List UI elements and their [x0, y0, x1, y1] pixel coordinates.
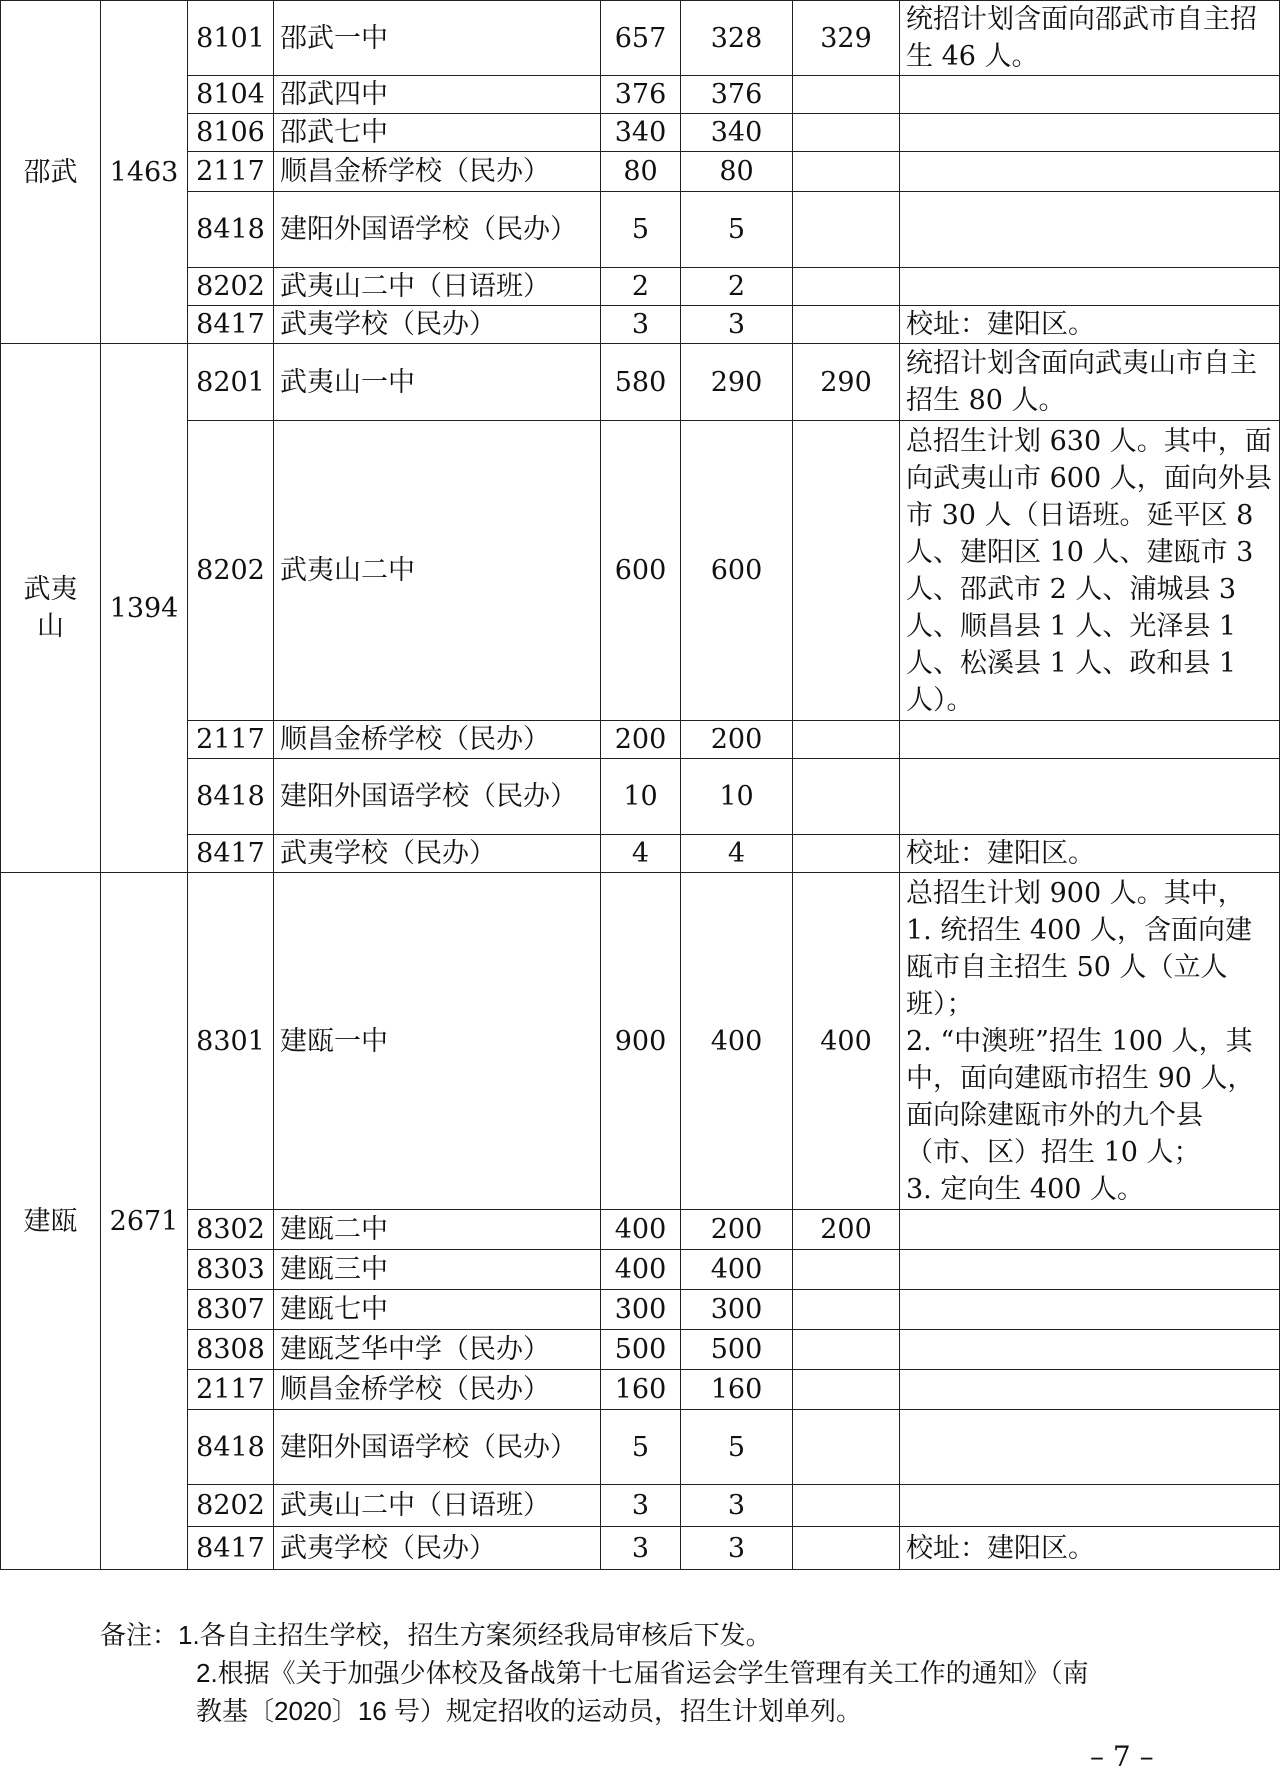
- self-count: [793, 1370, 900, 1410]
- self-count: [793, 1485, 900, 1527]
- plan-count: 900: [601, 873, 681, 1210]
- remark: [900, 1410, 1280, 1485]
- school-code: 8202: [188, 421, 274, 721]
- unified-count: 3: [681, 1485, 793, 1527]
- school-name: 武夷山二中（日语班）: [274, 268, 601, 306]
- unified-count: 200: [681, 721, 793, 759]
- table-row: [1, 76, 1280, 114]
- school-code: 8202: [188, 268, 274, 306]
- plan-count: 160: [601, 1370, 681, 1410]
- school-name: 顺昌金桥学校（民办）: [274, 152, 601, 192]
- self-count: [793, 1330, 900, 1370]
- unified-count: 400: [681, 873, 793, 1210]
- remark: [900, 76, 1280, 114]
- plan-count: 5: [601, 1410, 681, 1485]
- school-code: 8308: [188, 1330, 274, 1370]
- table-row: [1, 1370, 1280, 1410]
- school-name: 邵武七中: [274, 114, 601, 152]
- school-code: 2117: [188, 721, 274, 759]
- table-row: [1, 1, 1280, 76]
- unified-count: 500: [681, 1330, 793, 1370]
- school-code: 8202: [188, 1485, 274, 1527]
- school-code: 8104: [188, 76, 274, 114]
- remark: [900, 268, 1280, 306]
- region-total-cell: 1394: [101, 344, 188, 873]
- school-name: 武夷学校（民办）: [274, 306, 601, 344]
- remark: [900, 114, 1280, 152]
- school-code: 8303: [188, 1250, 274, 1290]
- table-row: [1, 835, 1280, 873]
- self-count: 200: [793, 1210, 900, 1250]
- school-code: 2117: [188, 1370, 274, 1410]
- school-code: 8418: [188, 1410, 274, 1485]
- school-code: 8418: [188, 759, 274, 835]
- self-count: [793, 835, 900, 873]
- plan-count: 200: [601, 721, 681, 759]
- self-count: 329: [793, 1, 900, 76]
- school-name: 建瓯三中: [274, 1250, 601, 1290]
- remark: [900, 721, 1280, 759]
- school-name: 建瓯二中: [274, 1210, 601, 1250]
- region-cell: 建瓯: [1, 873, 101, 1570]
- table-row: [1, 721, 1280, 759]
- self-count: [793, 192, 900, 268]
- school-name: 顺昌金桥学校（民办）: [274, 1370, 601, 1410]
- self-count: [793, 268, 900, 306]
- region-cell: 武夷山: [1, 344, 101, 873]
- school-name: 邵武一中: [274, 1, 601, 76]
- school-name: 建瓯一中: [274, 873, 601, 1210]
- table-row: [1, 268, 1280, 306]
- remark-line: 总招生计划 900 人。其中，: [906, 877, 1245, 909]
- school-name: 武夷学校（民办）: [274, 1527, 601, 1570]
- plan-count: 3: [601, 306, 681, 344]
- table-row: [1, 114, 1280, 152]
- school-code: 8301: [188, 873, 274, 1210]
- self-count: [793, 1290, 900, 1330]
- remark-line: 3. 定向生 400 人。: [906, 1173, 1145, 1205]
- unified-count: 3: [681, 306, 793, 344]
- remark: 校址：建阳区。: [900, 835, 1280, 873]
- self-count: 290: [793, 344, 900, 421]
- footnote-line-3: 教基〔2020〕16 号）规定招收的运动员，招生计划单列。: [196, 1696, 862, 1726]
- unified-count: 4: [681, 835, 793, 873]
- table-row: [1, 1485, 1280, 1527]
- remark: [900, 1290, 1280, 1330]
- self-count: 400: [793, 873, 900, 1210]
- school-code: 8418: [188, 192, 274, 268]
- self-count: [793, 759, 900, 835]
- remark: [900, 1370, 1280, 1410]
- unified-count: 5: [681, 1410, 793, 1485]
- remark-line: 1. 统招生 400 人，含面向建瓯市自主招生 50 人（立人班）；: [906, 914, 1253, 1020]
- unified-count: 600: [681, 421, 793, 721]
- table-row: [1, 344, 1280, 421]
- school-name: 建阳外国语学校（民办）: [274, 759, 601, 835]
- region-total-cell: 1463: [101, 1, 188, 344]
- remark: [900, 1250, 1280, 1290]
- unified-count: 290: [681, 344, 793, 421]
- unified-count: 2: [681, 268, 793, 306]
- unified-count: 328: [681, 1, 793, 76]
- plan-count: 657: [601, 1, 681, 76]
- remark: [900, 1330, 1280, 1370]
- self-count: [793, 152, 900, 192]
- plan-count: 400: [601, 1250, 681, 1290]
- remark: [900, 1485, 1280, 1527]
- school-code: 8417: [188, 1527, 274, 1570]
- school-code: 8302: [188, 1210, 274, 1250]
- school-name: 邵武四中: [274, 76, 601, 114]
- remark: 统招计划含面向邵武市自主招生 46 人。: [900, 1, 1280, 76]
- table-row: [1, 1250, 1280, 1290]
- self-count: [793, 306, 900, 344]
- school-code: 2117: [188, 152, 274, 192]
- plan-count: 340: [601, 114, 681, 152]
- school-code: 8307: [188, 1290, 274, 1330]
- self-count: [793, 114, 900, 152]
- school-name: 武夷山一中: [274, 344, 601, 421]
- school-name: 武夷学校（民办）: [274, 835, 601, 873]
- table-row: [1, 1410, 1280, 1485]
- table-row: [1, 1210, 1280, 1250]
- table-row: [1, 152, 1280, 192]
- remark: [900, 152, 1280, 192]
- remark: [900, 1210, 1280, 1250]
- plan-count: 376: [601, 76, 681, 114]
- self-count: [793, 76, 900, 114]
- plan-count: 2: [601, 268, 681, 306]
- self-count: [793, 1527, 900, 1570]
- unified-count: 300: [681, 1290, 793, 1330]
- table-row: [1, 1527, 1280, 1570]
- footnote-line-2: 2.根据《关于加强少体校及备战第十七届省运会学生管理有关工作的通知》（南: [196, 1658, 1089, 1688]
- school-name: 建阳外国语学校（民办）: [274, 1410, 601, 1485]
- plan-count: 3: [601, 1527, 681, 1570]
- unified-count: 160: [681, 1370, 793, 1410]
- footnote-line-1: 备注：1.各自主招生学校，招生方案须经我局审核后下发。: [100, 1620, 772, 1650]
- remark-line: 2. “中澳班”招生 100 人，其中，面向建瓯市招生 90 人，面向除建瓯市外的九个县（市、区）招生 10 人；: [906, 1025, 1255, 1168]
- school-code: 8417: [188, 835, 274, 873]
- table-row: [1, 1290, 1280, 1330]
- plan-count: 5: [601, 192, 681, 268]
- plan-count: 10: [601, 759, 681, 835]
- self-count: [793, 1250, 900, 1290]
- unified-count: 80: [681, 152, 793, 192]
- table-row: [1, 421, 1280, 721]
- plan-count: 600: [601, 421, 681, 721]
- unified-count: 376: [681, 76, 793, 114]
- table-row: [1, 759, 1280, 835]
- table-row: [1, 873, 1280, 1210]
- school-name: 顺昌金桥学校（民办）: [274, 721, 601, 759]
- footnotes: [100, 1616, 1220, 1730]
- region-total-cell: 2671: [101, 873, 188, 1570]
- school-name: 武夷山二中（日语班）: [274, 1485, 601, 1527]
- remark: 校址：建阳区。: [900, 306, 1280, 344]
- school-code: 8417: [188, 306, 274, 344]
- remark: 校址：建阳区。: [900, 1527, 1280, 1570]
- region-cell: 邵武: [1, 1, 101, 344]
- unified-count: 340: [681, 114, 793, 152]
- unified-count: 10: [681, 759, 793, 835]
- plan-count: 500: [601, 1330, 681, 1370]
- unified-count: 400: [681, 1250, 793, 1290]
- plan-count: 580: [601, 344, 681, 421]
- school-name: 建阳外国语学校（民办）: [274, 192, 601, 268]
- table-row: [1, 192, 1280, 268]
- remark: [900, 192, 1280, 268]
- unified-count: 5: [681, 192, 793, 268]
- plan-count: 4: [601, 835, 681, 873]
- school-name: 建瓯芝华中学（民办）: [274, 1330, 601, 1370]
- school-name: 建瓯七中: [274, 1290, 601, 1330]
- school-code: 8101: [188, 1, 274, 76]
- school-code: 8106: [188, 114, 274, 152]
- unified-count: 3: [681, 1527, 793, 1570]
- self-count: [793, 721, 900, 759]
- self-count: [793, 1410, 900, 1485]
- plan-count: 400: [601, 1210, 681, 1250]
- school-name: 武夷山二中: [274, 421, 601, 721]
- self-count: [793, 421, 900, 721]
- remark: 统招计划含面向武夷山市自主招生 80 人。: [900, 344, 1280, 421]
- plan-count: 80: [601, 152, 681, 192]
- remark: 总招生计划 630 人。其中，面向武夷山市 600 人，面向外县市 30 人（日语班。延平区 8 人、建阳区 10 人、建瓯市 3 人、邵武市 2 人、浦城县 3 人、顺昌县 1 人、光泽县 1 人、松溪县 1 人、政和县 1 人）。: [900, 421, 1280, 721]
- unified-count: 200: [681, 1210, 793, 1250]
- page-number: – 7 –: [1090, 1740, 1154, 1773]
- remark: [900, 759, 1280, 835]
- remark: [900, 873, 1280, 1210]
- table-row: [1, 1330, 1280, 1370]
- table-row: [1, 306, 1280, 344]
- plan-count: 300: [601, 1290, 681, 1330]
- plan-count: 3: [601, 1485, 681, 1527]
- school-code: 8201: [188, 344, 274, 421]
